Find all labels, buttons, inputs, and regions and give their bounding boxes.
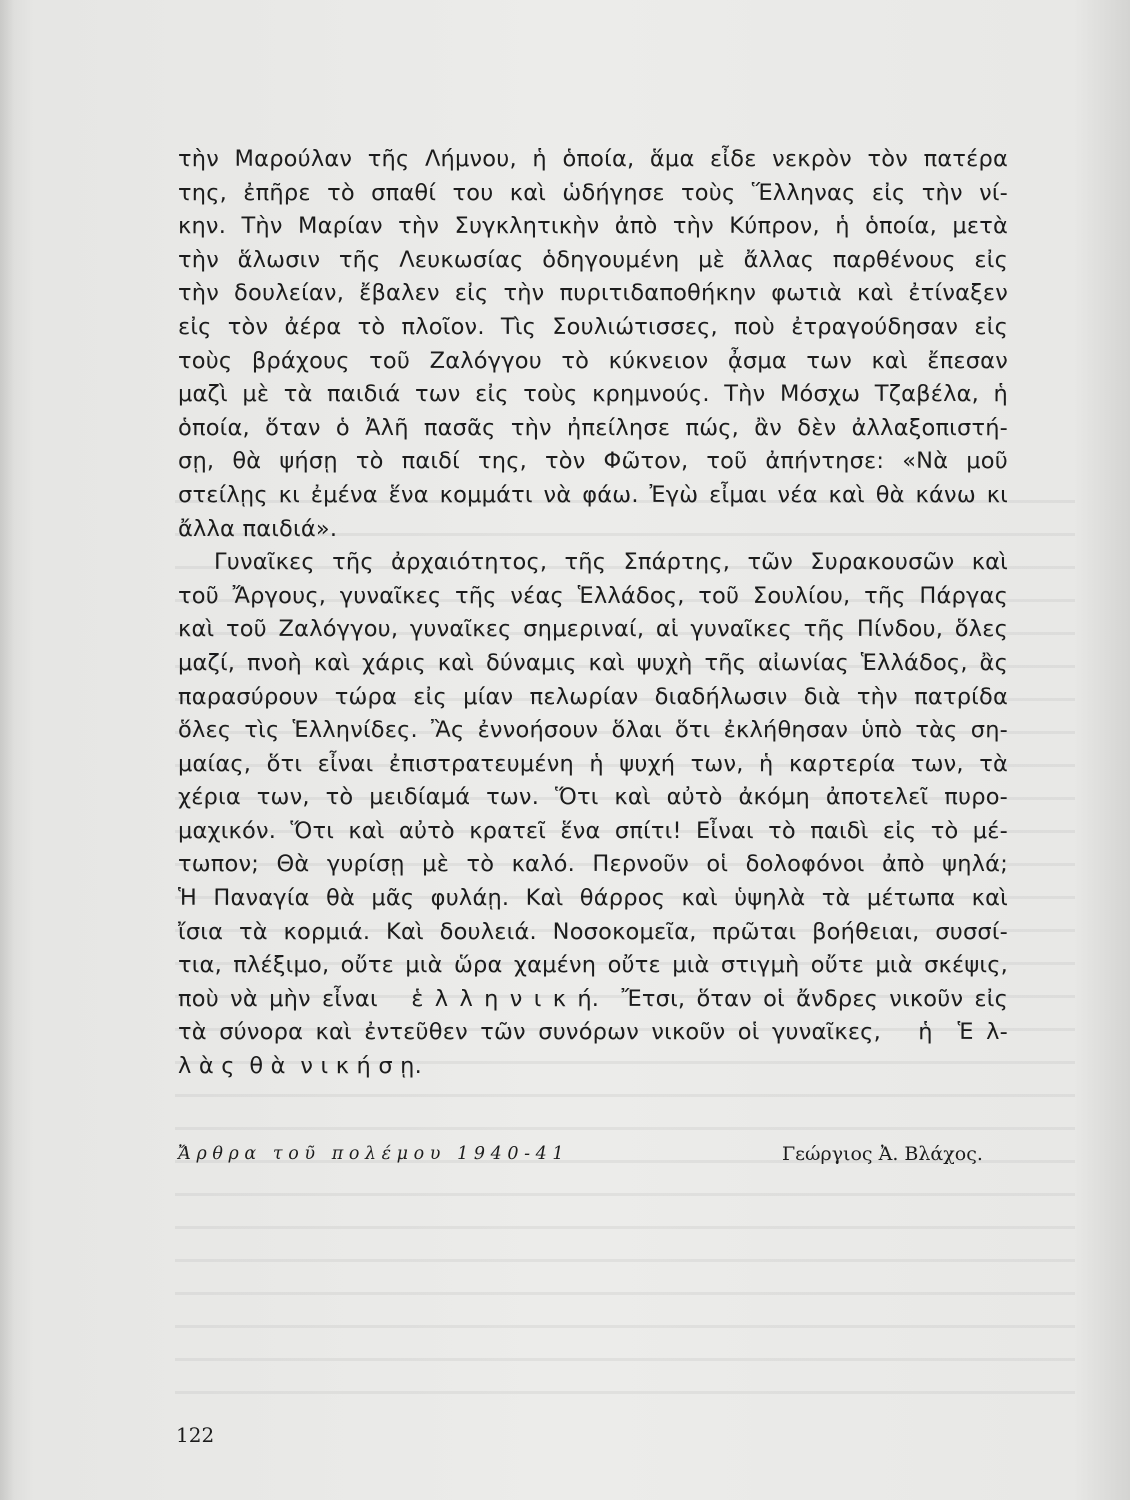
text-line: σῃ, θὰ ψήσῃ τὸ παιδί της, τὸν Φῶτον, τοῦ ἀπήντησε: «Νὰ μοῦ	[178, 448, 1008, 475]
text-line: παρασύρουν τώρα εἰς μίαν πελωρίαν διαδήλωσιν διὰ τὴν πατρίδα	[178, 683, 1008, 710]
text-line: χέρια των, τὸ μειδίαμά των. Ὅτι καὶ αὐτὸ ἀκόμη ἀποτελεῖ πυρο-	[178, 784, 1008, 811]
text-line: στείλῃς κι ἐμένα ἕνα κομμάτι νὰ φάω. Ἐγὼ εἶμαι νέα καὶ θὰ κάνω κι	[178, 481, 1008, 508]
source-citation: Ἄρθρα τοῦ πολέμου 1940-41	[178, 1144, 570, 1164]
text-line: κην. Τὴν Μαρίαν τὴν Συγκλητικὴν ἀπὸ τὴν Κύπρον, ἡ ὁποία, μετὰ	[178, 213, 1008, 240]
page-number: 122	[176, 1423, 215, 1447]
text-line: Γυναῖκες τῆς ἀρχαιότητος, τῆς Σπάρτης, τῶν Συρακουσῶν καὶ	[214, 549, 1008, 576]
text-line: Ἡ Παναγία θὰ μᾶς φυλάῃ. Καὶ θάρρος καὶ ὑψηλὰ τὰ μέτωπα καὶ	[178, 885, 1008, 912]
text-line: τοῦ Ἄργους, γυναῖκες τῆς νέας Ἑλλάδος, τοῦ Σουλίου, τῆς Πάργας	[178, 582, 1008, 609]
text-line: τια, πλέξιμο, οὔτε μιὰ ὥρα χαμένη οὔτε μιὰ στιγμὴ οὔτε μιὰ σκέψις,	[178, 952, 1008, 979]
text-line: ποὺ νὰ μὴν εἶναι ἑ λ λ η ν ι κ ή. Ἔτσι, ὅταν οἱ ἄνδρες νικοῦν εἰς	[178, 985, 1008, 1012]
text-line: τοὺς βράχους τοῦ Ζαλόγγου τὸ κύκνειον ᾆσμα των καὶ ἔπεσαν	[178, 347, 1008, 374]
body-text	[178, 143, 1008, 1084]
text-line: ἄλλα παιδιά».	[178, 515, 338, 542]
text-line: μαίας, ὅτι εἶναι ἐπιστρατευμένη ἡ ψυχή των, ἡ καρτερία των, τὰ	[178, 750, 1008, 777]
text-line: εἰς τὸν ἀέρα τὸ πλοῖον. Τὶς Σουλιώτισσες, ποὺ ἐτραγούδησαν εἰς	[178, 313, 1008, 340]
text-line: τὴν ἅλωσιν τῆς Λευκωσίας ὁδηγουμένη μὲ ἄλλας παρθένους εἰς	[178, 246, 1008, 273]
text-line: τὴν Μαρούλαν τῆς Λήμνου, ἡ ὁποία, ἅμα εἶδε νεκρὸν τὸν πατέρα	[178, 146, 1008, 172]
text-line: της, ἐπῆρε τὸ σπαθί του καὶ ὡδήγησε τοὺς Ἕλληνας εἰς τὴν νί-	[178, 179, 1008, 206]
text-line: τωπον; Θὰ γυρίσῃ μὲ τὸ καλό. Περνοῦν οἱ δολοφόνοι ἀπὸ ψηλά;	[178, 851, 1008, 878]
page-edge	[0, 0, 14, 1500]
text-line: ἴσια τὰ κορμιά. Καὶ δουλειά. Νοσοκομεῖα, πρῶται βοήθειαι, συσσί-	[178, 918, 1008, 945]
text-line: ὅλες τὶς Ἑλληνίδες. Ἂς ἐννοήσουν ὅλαι ὅτι ἐκλήθησαν ὑπὸ τὰς ση-	[178, 717, 1008, 744]
text-line: μαχικόν. Ὅτι καὶ αὐτὸ κρατεῖ ἕνα σπίτι! Εἶναι τὸ παιδὶ εἰς τὸ μέ-	[178, 817, 1008, 844]
text-line: μαζί, πνοὴ καὶ χάρις καὶ δύναμις καὶ ψυχὴ τῆς αἰωνίας Ἑλλάδος, ἂς	[178, 649, 1008, 676]
text-line: καὶ τοῦ Ζαλόγγου, γυναῖκες σημεριναί, αἱ γυναῖκες τῆς Πίνδου, ὅλες	[178, 616, 1008, 643]
text-line: μαζὶ μὲ τὰ παιδιά των εἰς τοὺς κρημνούς. Τὴν Μόσχω Τζαβέλα, ἡ	[178, 381, 1008, 408]
text-line: λ ὰ ς θ ὰ ν ι κ ή σ ῃ.	[178, 1053, 422, 1080]
text-line: ὁποία, ὅταν ὁ Ἀλῆ πασᾶς τὴν ἠπείλησε πώς, ἂν δὲν ἀλλαξοπιστή-	[178, 414, 1008, 441]
author-signature: Γεώργιος Ἀ. Βλάχος.	[782, 1143, 983, 1165]
text-line: τὴν δουλείαν, ἔβαλεν εἰς τὴν πυριτιδαποθήκην φωτιὰ καὶ ἐτίναξεν	[178, 280, 1008, 307]
text-line: τὰ σύνορα καὶ ἐντεῦθεν τῶν συνόρων νικοῦν οἱ γυναῖκες, ἡ Ἑ λ-	[178, 1019, 1008, 1046]
